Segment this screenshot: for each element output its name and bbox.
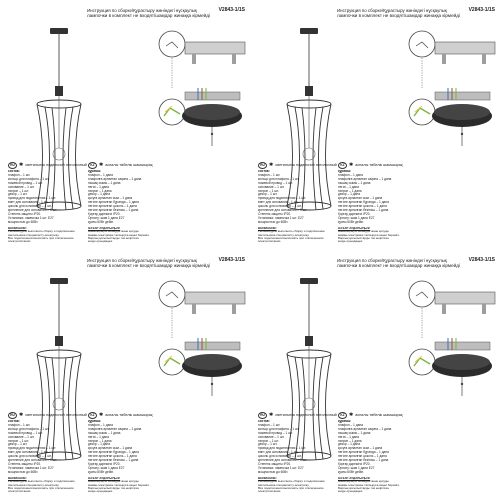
ru-item: крепление для основания – 1 шт. [8,208,58,213]
header-title: Инструкция по сборке/Құрастыру жөніндегі нұсқаулық [87,8,197,13]
ru-extra: мощностью до 60Вт. [8,219,39,224]
model-code: V2843-1/1S [218,7,245,13]
header-title: Инструкция по сборке/Құрастыру жөніндегі нұсқаулық [337,258,447,263]
kz-extra: Орнату: шам 1 дана Е27 [338,465,375,470]
kz-item: патрон – 1 дана [88,188,112,193]
kz-extra: Орнату: шам 1 дана Е27 [338,215,375,220]
ru-contents [258,420,338,475]
kz-contents-title: құрамы: [338,169,352,173]
kz-contents-title: құрамы: [88,169,102,173]
ru-item: провод для подключения – 1 шт. [8,196,57,201]
kz-label-text: аспалы төбелік шамшырақ [105,163,153,168]
mounting-diagram [400,278,500,398]
circle-kz-icon: KZ [88,162,97,169]
ru-item: цоколь для основания – 1 шт. [258,204,302,209]
header-subtitle: лампочки в комплект не входят/шамдар жинаққа кірмейді [87,13,210,19]
ru-item: патрон – 1 шт. [8,188,29,193]
ru-footer-line: электропитании. [258,239,282,244]
ru-label [8,162,87,169]
kz-item: плафонға арналған сақина – 1 дана [338,426,392,431]
kz-warning-line: маман-электрикке тапсыруға кеңес береміз. [338,232,400,237]
kz-footer-line: кезде орындаңыз. [338,239,364,244]
kz-item: плафон – 1 дана [88,422,113,427]
detail-circle-icon [159,281,185,307]
ru-warning-line: Рекомендуем выполнять сборку и подключение [258,229,325,234]
mounting-bracket-icon [185,42,245,54]
ru-item: плафон – 1 шт. [258,422,281,427]
mounting-bracket-icon [435,42,495,54]
ru-item: цоколь для основания – 1 шт. [8,454,52,459]
ru-item: плафон – 1 шт. [258,172,281,177]
ru-warning-line: светильника специалисту-электрику. [8,232,60,237]
ru-extra: Установка: лампочка 1 шт. Е27 [8,215,54,220]
ru-item: декор – 1 шт. [258,442,278,447]
ru-footer-line: электропитании. [8,239,32,244]
kz-footer-line: Барлық қосылыстарды ток өшірілген [88,485,139,490]
ru-warning-line: светильника специалисту-электрику. [258,482,310,487]
ru-item: винт для основания – 1 шт. [8,450,49,455]
kz-warning [88,477,168,493]
mounting-diagram [150,28,250,148]
star-icon: ✱ [349,412,354,419]
star-icon: ✱ [269,412,274,419]
kz-footer-line: Барлық қосылыстарды ток өшірілген [88,235,139,240]
ru-item: провод для подключения – 1 шт. [8,446,57,451]
ru-item: патрон – 1 шт. [258,438,279,443]
ru-contents [8,420,88,475]
header-subtitle: лампочки в комплект не входят/шамдар жинаққа кірмейді [337,263,460,269]
kz-item: декор – 1 дана [338,192,360,197]
wiring-circle-icon [159,349,185,375]
kz-item: негізі – 1 дана [338,184,359,189]
ru-footer-line: электропитании. [258,489,282,494]
ru-footer-line: Все подключения выполнять при отключенном [258,235,324,240]
kz-item: негізге арналған цоколь – 1 дана [88,204,137,209]
kz-item: декор – 1 дана [88,442,110,447]
ru-warning [258,227,338,243]
kz-label [88,412,153,419]
ru-item: основание – 1 шт. [8,434,35,439]
wiring-circle-icon [409,99,435,125]
header-title: Инструкция по сборке/Құрастыру жөніндегі нұсқаулық [337,8,447,13]
wiring-circle-icon [409,349,435,375]
kz-footer-line: Барлық қосылыстарды ток өшірілген [338,235,389,240]
kz-label [88,162,153,169]
kz-item: негізге арналған цоколь – 1 дана [338,454,387,459]
circle-ru-icon: RU [258,162,267,169]
ru-label-text: светильник подвесной потолочный [25,163,87,168]
model-code: V2843-1/1S [468,257,495,263]
kz-extra: Қорғау дәрежесі IP20. [338,461,371,466]
kz-item: негізге арналған бекіткіш – 1 дана [338,458,389,463]
ru-extra: Установка: лампочка 1 шт. Е27 [258,465,304,470]
kz-item: пышақ сымы – 1 дана [338,430,371,435]
ru-item: крепление для основания – 1 шт. [8,458,58,463]
kz-item: плафон – 1 дана [338,172,363,177]
ru-warning-line: Рекомендуем выполнять сборку и подключение [8,479,75,484]
mounting-bracket-icon [435,292,495,304]
circle-ru-icon: RU [258,412,267,419]
ru-item: кольцо для плафона – 1 шт. [8,426,50,431]
kz-extra: Қорғау дәрежесі IP20. [338,211,371,216]
kz-warning [338,477,418,493]
ru-contents [258,170,338,225]
ru-warning-title: ВНИМАНИЕ! [258,226,277,230]
kz-footer-line: кезде орындаңыз. [338,489,364,494]
ru-item: патрон – 1 шт. [8,438,29,443]
ru-label-text: светильник подвесной потолочный [25,413,87,418]
kz-item: қосуға арналған сым – 1 дана [338,446,383,451]
kz-warning-title: НАЗАР АУДАРЫҢЫЗ! [338,476,371,480]
ru-extra: Установка: лампочка 1 шт. Е27 [8,465,54,470]
header-subtitle: лампочки в комплект не входят/шамдар жинаққа кірмейді [87,263,210,269]
ru-label [258,412,337,419]
kz-item: негізі – 1 дана [88,184,109,189]
kz-item: пышақ сымы – 1 дана [88,180,121,185]
kz-extra: қуаты 60Вт дейін. [88,219,114,224]
kz-label-text: аспалы төбелік шамшырақ [355,413,403,418]
ru-item: декор – 1 шт. [8,192,28,197]
ru-warning-title: ВНИМАНИЕ! [8,476,27,480]
ru-item: крепление для основания – 1 шт. [258,208,308,213]
kz-label [338,162,403,169]
kz-warning-title: НАЗАР АУДАРЫҢЫЗ! [88,476,121,480]
mounting-bracket-icon [185,292,245,304]
ru-item: плафон – 1 шт. [8,172,31,177]
ru-contents-title: состав: [258,169,270,173]
kz-footer-line: кезде орындаңыз. [88,489,114,494]
star-icon: ✱ [99,162,104,169]
header-title: Инструкция по сборке/Құрастыру жөніндегі нұсқаулық [87,258,197,263]
ru-warning-line: светильника специалисту-электрику. [8,482,60,487]
ru-item: ножевой провод – 1 шт. [8,180,43,185]
ru-extra: Установка: лампочка 1 шт. Е27 [258,215,304,220]
kz-item: қосуға арналған сым – 1 дана [88,446,133,451]
ru-item: провод для подключения – 1 шт. [258,196,307,201]
kz-item: патрон – 1 дана [338,188,362,193]
sheet-header [337,8,495,19]
kz-item: пышақ сымы – 1 дана [88,430,121,435]
kz-warning-line: маман-электрикке тапсыруға кеңес береміз. [338,482,400,487]
ru-contents-title: состав: [8,419,20,423]
ru-item: основание – 1 шт. [258,184,285,189]
kz-label-text: аспалы төбелік шамшырақ [105,413,153,418]
kz-warning [88,227,168,243]
kz-item: плафон – 1 дана [88,172,113,177]
circle-ru-icon: RU [8,162,17,169]
ru-label [258,162,337,169]
kz-warning-line: Шамшырақты жинауды және қосуды [338,229,389,234]
kz-warning-line: маман-электрикке тапсыруға кеңес береміз. [88,482,150,487]
sheet-header [87,8,245,19]
model-code: V2843-1/1S [468,7,495,13]
instruction-sheet-4 [250,250,500,500]
kz-footer-line: кезде орындаңыз. [88,239,114,244]
ru-item: плафон – 1 шт. [8,422,31,427]
ru-label [8,412,87,419]
star-icon: ✱ [99,412,104,419]
ru-warning [258,477,338,493]
kz-item: плафонға арналған сақина – 1 дана [88,426,142,431]
kz-extra: Орнату: шам 1 дана Е27 [88,215,125,220]
ru-warning-line: Рекомендуем выполнять сборку и подключение [8,229,75,234]
kz-footer-line: Барлық қосылыстарды ток өшірілген [338,485,389,490]
kz-contents [88,420,168,475]
ru-extra: мощностью до 60Вт. [258,469,289,474]
ru-item: цоколь для основания – 1 шт. [258,454,302,459]
ru-contents [8,170,88,225]
kz-warning-line: Шамшырақты жинауды және қосуды [88,479,139,484]
ru-item: основание – 1 шт. [258,434,285,439]
ru-label-text: светильник подвесной потолочный [275,413,337,418]
kz-extra: қуаты 60Вт дейін. [88,469,114,474]
ru-item: винт для основания – 1 шт. [8,200,49,205]
ru-item: ножевой провод – 1 шт. [8,430,43,435]
header-subtitle: лампочки в комплект не входят/шамдар жинаққа кірмейді [337,13,460,19]
ru-item: ножевой провод – 1 шт. [258,430,293,435]
kz-warning-line: маман-электрикке тапсыруға кеңес береміз. [88,232,150,237]
kz-contents [338,420,418,475]
circle-kz-icon: KZ [338,162,347,169]
kz-item: плафон – 1 дана [338,422,363,427]
ru-warning-title: ВНИМАНИЕ! [8,226,27,230]
ru-extra: мощностью до 60Вт. [8,469,39,474]
kz-item: плафонға арналған сақина – 1 дана [338,176,392,181]
kz-label-text: аспалы төбелік шамшырақ [355,163,403,168]
kz-contents-title: құрамы: [338,419,352,423]
detail-circle-icon [409,281,435,307]
kz-item: негізге арналған бекіткіш – 1 дана [88,208,139,213]
sheet-header [87,258,245,269]
model-code: V2843-1/1S [218,257,245,263]
kz-contents [88,170,168,225]
kz-item: қосуға арналған сым – 1 дана [88,196,133,201]
ru-contents-title: состав: [258,419,270,423]
ru-item: провод для подключения – 1 шт. [258,446,307,451]
ru-extra: Степень защиты IP20. [258,461,292,466]
kz-extra: Қорғау дәрежесі IP20. [88,211,121,216]
ru-warning [8,477,88,493]
kz-extra: қуаты 60Вт дейін. [338,469,364,474]
ru-item: кольцо для плафона – 1 шт. [258,176,300,181]
ru-warning-line: светильника специалисту-электрику. [258,232,310,237]
ru-warning-title: ВНИМАНИЕ! [258,476,277,480]
ru-item: патрон – 1 шт. [258,188,279,193]
ru-item: винт для основания – 1 шт. [258,200,299,205]
kz-warning-line: Шамшырақты жинауды және қосуды [88,229,139,234]
kz-contents [338,170,418,225]
circle-ru-icon: RU [8,412,17,419]
ru-warning-line: Рекомендуем выполнять сборку и подключение [258,479,325,484]
star-icon: ✱ [19,412,24,419]
ru-footer-line: Все подключения выполнять при отключенном [8,235,74,240]
kz-item: негізге арналған бекіткіш – 1 дана [88,458,139,463]
ru-extra: мощностью до 60Вт. [258,219,289,224]
kz-item: негізге арналған бұранда – 1 дана [338,200,389,205]
ru-item: крепление для основания – 1 шт. [258,458,308,463]
detail-circle-icon [409,31,435,57]
ru-item: декор – 1 шт. [258,192,278,197]
ru-item: ножевой провод – 1 шт. [258,180,293,185]
instruction-sheet-2 [250,0,500,250]
kz-item: негізге арналған бұранда – 1 дана [88,200,139,205]
kz-label [338,412,403,419]
star-icon: ✱ [269,162,274,169]
ru-item: кольцо для плафона – 1 шт. [258,426,300,431]
kz-warning [338,227,418,243]
kz-warning-title: НАЗАР АУДАРЫҢЫЗ! [338,226,371,230]
kz-warning-title: НАЗАР АУДАРЫҢЫЗ! [88,226,121,230]
kz-item: негізге арналған цоколь – 1 дана [88,454,137,459]
instruction-sheet-1 [0,0,250,250]
ru-warning [8,227,88,243]
kz-extra: Орнату: шам 1 дана Е27 [88,465,125,470]
kz-item: қосуға арналған сым – 1 дана [338,196,383,201]
ru-item: кольцо для плафона – 1 шт. [8,176,50,181]
kz-item: негізі – 1 дана [338,434,359,439]
circle-kz-icon: KZ [338,412,347,419]
ru-item: основание – 1 шт. [8,184,35,189]
detail-circle-icon [159,31,185,57]
ru-extra: Степень защиты IP20. [8,461,42,466]
kz-item: плафонға арналған сақина – 1 дана [88,176,142,181]
kz-warning-line: Шамшырақты жинауды және қосуды [338,479,389,484]
star-icon: ✱ [19,162,24,169]
star-icon: ✱ [349,162,354,169]
ru-item: декор – 1 шт. [8,442,28,447]
kz-item: пышақ сымы – 1 дана [338,180,371,185]
mounting-diagram [400,28,500,148]
kz-item: негізге арналған бұранда – 1 дана [338,450,389,455]
kz-extra: Қорғау дәрежесі IP20. [88,461,121,466]
ru-label-text: светильник подвесной потолочный [275,163,337,168]
kz-item: декор – 1 дана [88,192,110,197]
ru-item: цоколь для основания – 1 шт. [8,204,52,209]
kz-item: негізі – 1 дана [88,434,109,439]
ru-extra: Степень защиты IP20. [258,211,292,216]
ru-contents-title: состав: [8,169,20,173]
ru-footer-line: Все подключения выполнять при отключенном [258,485,324,490]
ru-item: винт для основания – 1 шт. [258,450,299,455]
wiring-circle-icon [159,99,185,125]
ru-footer-line: электропитании. [8,489,32,494]
ru-extra: Степень защиты IP20. [8,211,42,216]
sheet-header [337,258,495,269]
kz-extra: қуаты 60Вт дейін. [338,219,364,224]
ru-footer-line: Все подключения выполнять при отключенном [8,485,74,490]
instruction-sheet-3 [0,250,250,500]
circle-kz-icon: KZ [88,412,97,419]
kz-contents-title: құрамы: [88,419,102,423]
kz-item: негізге арналған бекіткіш – 1 дана [338,208,389,213]
kz-item: негізге арналған бұранда – 1 дана [88,450,139,455]
kz-item: декор – 1 дана [338,442,360,447]
kz-item: патрон – 1 дана [338,438,362,443]
kz-item: патрон – 1 дана [88,438,112,443]
kz-item: негізге арналған цоколь – 1 дана [338,204,387,209]
mounting-diagram [150,278,250,398]
